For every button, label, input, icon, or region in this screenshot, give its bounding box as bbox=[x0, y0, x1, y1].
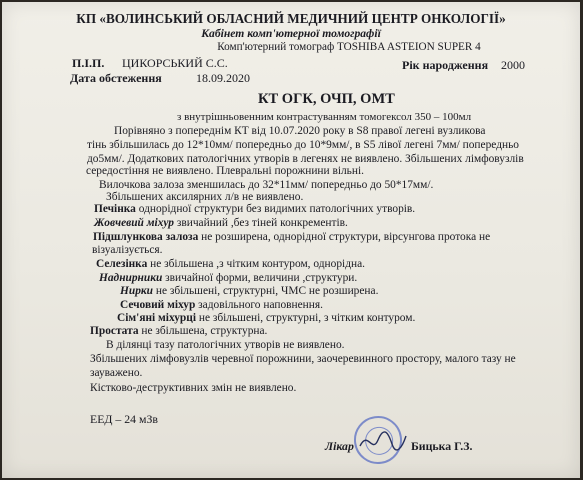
findings-line: середостіння не виявлено. Плевральні порожнини вільні. bbox=[86, 165, 364, 177]
organ-text: звичайний ,без тіней конкрементів. bbox=[174, 217, 348, 229]
pancreas-finding-cont: візуалізується. bbox=[92, 244, 163, 256]
organ-label: Нирки bbox=[120, 285, 153, 297]
adrenal-finding bbox=[99, 272, 357, 285]
document-sheet bbox=[2, 2, 580, 478]
gallbladder-finding bbox=[94, 217, 348, 230]
organ-label: Жовчевий міхур bbox=[94, 217, 174, 229]
organ-label: Наднирники bbox=[99, 272, 163, 284]
lymph-nodes-finding-cont: зауважено. bbox=[90, 367, 143, 379]
organ-text: не збільшені, структурні, ЧМС не розширена. bbox=[153, 285, 379, 297]
birth-year: 2000 bbox=[501, 58, 525, 72]
organ-text: задовільного наповнення. bbox=[195, 299, 323, 311]
department-title: Кабінет комп'ютерної томографії bbox=[201, 27, 381, 40]
device-name: Комп'ютерний томограф TOSHIBA ASTEION SUPER 4 bbox=[217, 41, 481, 53]
organ-text: однорідної структури без видимих патологічних утворів. bbox=[135, 203, 416, 215]
pancreas-finding bbox=[93, 231, 490, 244]
organ-label: Підшлункова залоза bbox=[93, 231, 199, 243]
exam-date-label: Дата обстеження bbox=[70, 71, 162, 85]
exam-date: 18.09.2020 bbox=[196, 71, 250, 85]
pelvis-finding: В ділянці тазу патологічних утворів не виявлено. bbox=[106, 339, 345, 351]
seminal-finding bbox=[117, 312, 415, 325]
contrast-note: з внутрішньовенним контрастуванням томогексол 350 – 100мл bbox=[177, 111, 472, 123]
lymph-nodes-finding: Збільшених лімфовузлів черевної порожнини, заочеревинного простору, малого тазу не bbox=[90, 353, 516, 365]
organization-title: КП «ВОЛИНСЬКИЙ ОБЛАСНИЙ МЕДИЧНИЙ ЦЕНТР ОНКОЛОГІЇ» bbox=[76, 11, 506, 26]
doctor-label: Лікар bbox=[325, 439, 354, 453]
spleen-finding bbox=[96, 258, 365, 271]
doctor-name: Бицька Г.З. bbox=[411, 439, 473, 453]
organ-text: не збільшені, структурні, з чітким контуром. bbox=[196, 312, 416, 324]
organ-label: Печінка bbox=[94, 203, 136, 215]
patient-name-label: П.І.П. bbox=[72, 56, 105, 70]
effective-dose: ЕЕД – 24 мЗв bbox=[90, 412, 158, 426]
organ-text: не збільшена ,з чітким контуром, однорідна. bbox=[147, 258, 365, 270]
organ-label: Простата bbox=[90, 325, 139, 337]
thymus-finding: Вилочкова залоза зменшилась до 32*11мм/ попередньо до 50*17мм/. bbox=[99, 179, 434, 191]
bones-finding: Кістково-деструктивних змін не виявлено. bbox=[90, 382, 297, 394]
patient-name: ЦИКОРСЬКИЙ С.С. bbox=[122, 56, 228, 70]
liver-finding bbox=[94, 203, 415, 216]
axillary-finding: Збільшених аксилярних л/в не виявлено. bbox=[106, 191, 304, 203]
organ-label: Сечовий міхур bbox=[120, 299, 196, 311]
kidneys-finding bbox=[120, 285, 378, 298]
birth-year-label: Рік народження bbox=[402, 58, 489, 72]
findings-line: до5мм/. Додаткових патологічних утворів в легенях не виявлено. Збільшених лімфовузлів bbox=[87, 153, 524, 165]
organ-text: не розширена, однорідної структури, вірсунгова протока не bbox=[198, 231, 491, 243]
organ-text: не збільшена, структурна. bbox=[138, 325, 268, 337]
organ-label: Селезінка bbox=[96, 258, 148, 270]
organ-label: Сім'яні міхурці bbox=[117, 312, 196, 324]
organ-text: звичайної форми, величини ,структури. bbox=[162, 272, 358, 284]
prostate-finding bbox=[90, 325, 267, 338]
findings-line: тінь збільшилась до 12*10мм/ попередньо до 10*9мм/, в S5 лівої легені 7мм/ попередньо bbox=[87, 139, 519, 151]
bladder-finding bbox=[120, 299, 323, 312]
signature bbox=[358, 426, 408, 456]
findings-line: Порівняно з попереднім КТ від 10.07.2020 року в S8 правої легені вузликова bbox=[114, 125, 486, 137]
report-title: КТ ОГК, ОЧП, ОМТ bbox=[258, 91, 395, 107]
